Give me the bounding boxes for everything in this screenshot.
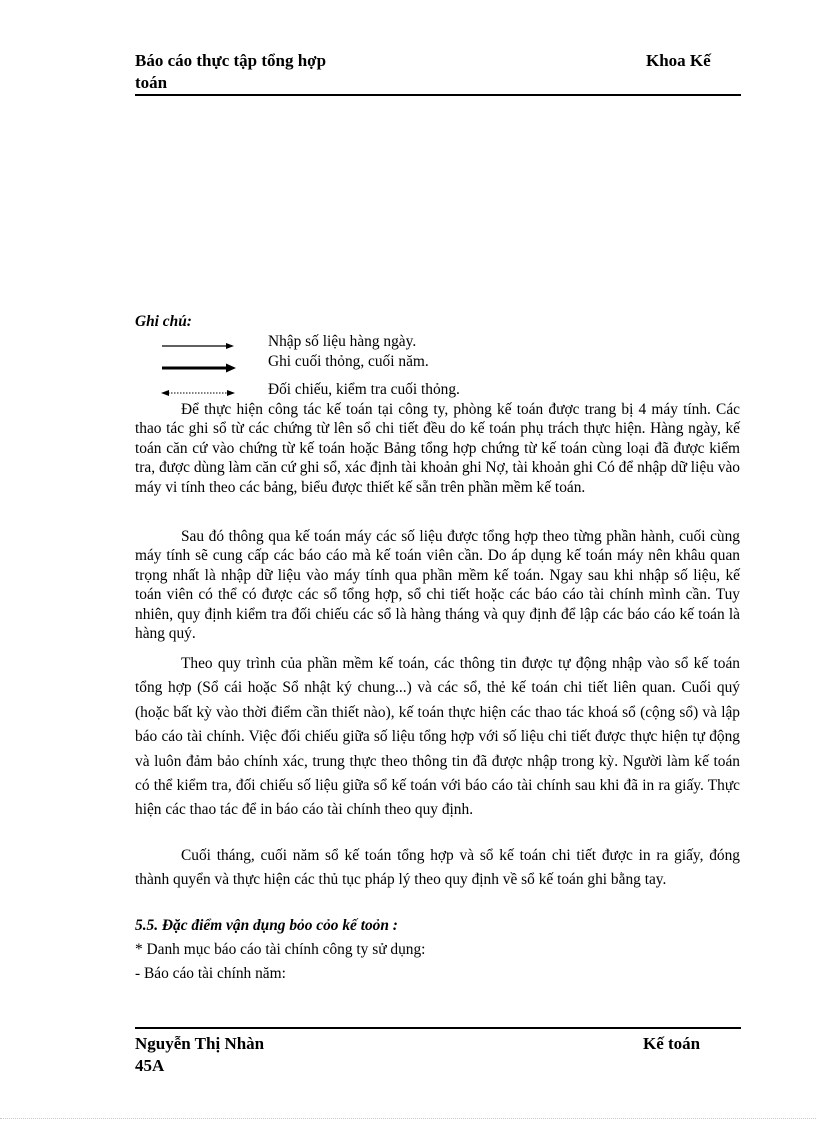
legend-item-period-end: Ghi cuối thỏng, cuối năm.	[268, 353, 429, 370]
list-line-1: * Danh mục báo cáo tài chính công ty sử dụng:	[135, 941, 426, 958]
footer-major: Kế toán	[643, 1034, 701, 1053]
legend-item-reconcile: Đối chiếu, kiểm tra cuối thỏng.	[268, 381, 460, 398]
paragraph-3: Theo quy trình của phần mềm kế toán, các thông tin được tự động nhập vào sổ kế toán tổng hợp (Sổ cái hoặc Sổ nhật ký chung...) và các sổ, thẻ kế toán chi tiết liên quan. Cuối quý (hoặc bất kỳ vào thời điểm cần thiết nào), kế toán thực hiện các thao tác khoá sổ (cộng sổ) và lập báo cáo tài chính. Việc đối chiếu giữa số liệu tổng hợp với số liệu chi tiết được thực hiện tự động và luôn đảm bảo chính xác, trung thực theo thông tin đã được nhập trong kỳ. Người làm kế toán có thể kiểm tra, đối chiếu số liệu giữa sổ kế toán với báo cáo tài chính sau khi đã in ra giấy. Thực hiện các thao tác để in báo cáo tài chính theo quy định.	[135, 655, 740, 819]
section-heading: 5.5. Đặc điểm vận dụng bỏo cỏo kế toỏn :	[135, 917, 398, 934]
list-line-2: - Báo cáo tài chính năm:	[135, 965, 286, 982]
footer-author: Nguyễn Thị Nhàn	[135, 1034, 265, 1053]
header-rule	[135, 94, 741, 96]
header-title-line2: toán	[135, 73, 168, 92]
header-title-line1: Báo cáo thực tập tổng hợp	[135, 51, 327, 70]
arrow-reconcile-icon	[161, 390, 235, 396]
paragraph-2: Sau đó thông qua kế toán máy các số liệu được tổng hợp theo từng phần hành, cuối cùng máy tính sẽ cung cấp các báo cáo mà kế toán viên cần. Do áp dụng kế toán máy nên khâu quan trọng nhất là nhập dữ liệu vào máy tính qua phần mềm kế toán. Ngay sau khi nhập số liệu, kế toán viên có thể có được các sổ tổng hợp, sổ chi tiết hoặc các báo cáo tài chính mình cần. Tuy nhiên, quy định kiểm tra đối chiếu các sổ là hàng tháng và quy định để lập các báo cáo kế toán là hàng quý.	[135, 528, 740, 643]
legend-title: Ghi chú:	[135, 313, 192, 330]
page-bottom-edge	[0, 1118, 816, 1119]
legend-arrows	[160, 335, 240, 403]
arrow-daily-input-icon	[162, 343, 234, 349]
arrow-period-end-icon	[162, 364, 236, 373]
paragraph-1: Để thực hiện công tác kế toán tại công ty, phòng kế toán được trang bị 4 máy tính. Các thao tác ghi sổ từ các chứng từ lên sổ chi tiết đều do kế toán phụ trách thực hiện. Hàng ngày, kế toán căn cứ vào chứng từ kế toán hoặc Bảng tổng hợp chứng từ kế toán cùng loại đã được kiểm tra, được dùng làm căn cứ ghi sổ, xác định tài khoản ghi Nợ, tài khoản ghi Có để nhập dữ liệu vào máy vi tính theo các bảng, biểu được thiết kế sẵn trên phần mềm kế toán.	[135, 401, 740, 496]
header-department: Khoa Kế	[646, 51, 711, 70]
legend-item-daily: Nhập số liệu hàng ngày.	[268, 333, 417, 350]
paragraph-4: Cuối tháng, cuối năm sổ kế toán tổng hợp và sổ kế toán chi tiết được in ra giấy, đóng thành quyển và thực hiện các thủ tục pháp lý theo quy định về sổ kế toán ghi bằng tay.	[135, 847, 740, 889]
footer-rule	[135, 1027, 741, 1029]
footer-class: 45A	[135, 1056, 165, 1075]
